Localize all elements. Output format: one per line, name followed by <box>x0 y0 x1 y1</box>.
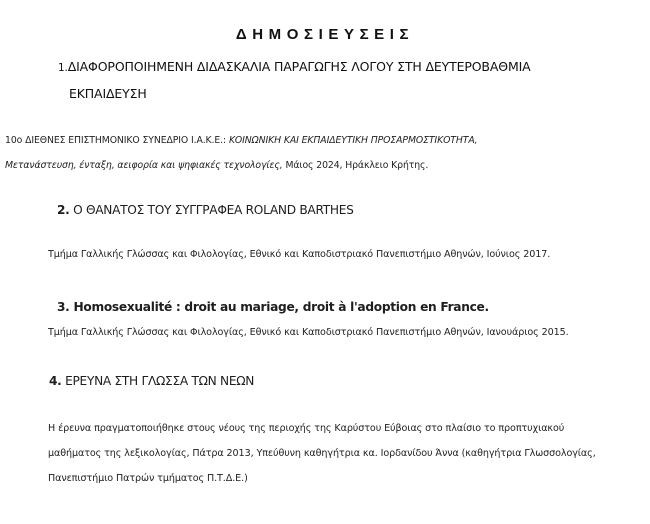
publication-2-title: Ο ΘΑΝΑΤΟΣ ΤΟΥ ΣΥΓΓΡΑΦΕΑ ROLAND BARTHES <box>73 203 354 217</box>
publication-4-title: ΕΡΕΥΝΑ ΣΤΗ ΓΛΩΣΣΑ ΤΩΝ ΝΕΩΝ <box>65 374 255 388</box>
publication-3-number: 3. <box>57 300 70 314</box>
publication-4-number: 4. <box>49 374 62 388</box>
publication-1-heading-line1: ΔΙΑΦΟΡΟΠΟΙΗΜΕΝΗ ΔΙΔΑΣΚΑΛΙΑ ΠΑΡΑΓΩΓΗΣ ΛΟΓΟΥ ΣΤΗ ΔΕΥΤΕΡΟΒΑΘΜΙΑ <box>67 59 531 74</box>
publication-3-detail: Τμήμα Γαλλικής Γλώσσας και Φιλολογίας, Εθνικό και Καποδιστριακό Πανεπιστήμιο Αθηνών, Ιανουάριος 2015. <box>48 327 569 338</box>
publication-4-detail-line2: μαθήματος της λεξικολογίας, Πάτρα 2013, Υπεύθυνη καθηγήτρια κα. Ιορδανίδου Άννα (καθηγήτρια Γλωσσολογίας, <box>48 448 596 459</box>
page-title: ΔΗΜΟΣΙΕΥΣΕΙΣ <box>235 26 415 43</box>
publication-4-detail-line1: Η έρευνα πραγματοποιήθηκε στους νέους της περιοχής της Καρύστου Εύβοιας στο πλαίσιο το προπτυχιακού <box>48 423 565 434</box>
publication-1-date-place: Μάιος 2024, Ηράκλειο Κρήτης. <box>282 160 429 171</box>
publication-4-heading <box>49 374 254 388</box>
publication-1-number: 1. <box>58 62 68 74</box>
publication-3-title: Homosexualité : droit au mariage, droit à l'adoption en France. <box>73 300 489 314</box>
publication-4-detail-line3: Πανεπιστήμιο Πατρών τμήματος Π.Τ.Δ.Ε.) <box>48 473 248 484</box>
publication-1-heading <box>58 59 531 74</box>
publication-1-conference-theme: ΚΟΙΝΩΝΙΚΗ ΚΑΙ ΕΚΠΑΙΔΕΥΤΙΚΗ ΠΡΟΣΑΡΜΟΣΤΙΚΟΤΗΤΑ, <box>228 135 478 146</box>
publication-3-heading <box>57 300 489 314</box>
publication-1-conference-subtitle: Μετανάστευση, ένταξη, αειφορία και ψηφιακές τεχνολογίες, <box>5 160 283 171</box>
publication-1-detail-line1 <box>5 135 477 146</box>
publication-1-heading-line2: ΕΚΠΑΙΔΕΥΣΗ <box>69 86 147 101</box>
publication-2-number: 2. <box>57 203 70 217</box>
publication-1-conference: 10ο ΔΙΕΘΝΕΣ ΕΠΙΣΤΗΜΟΝΙΚΟ ΣΥΝΕΔΡΙΟ Ι.Α.Κ.Ε.: <box>5 135 229 146</box>
publication-2-detail: Τμήμα Γαλλικής Γλώσσας και Φιλολογίας, Εθνικό και Καποδιστριακό Πανεπιστήμιο Αθηνών, Ιούνιος 2017. <box>48 249 551 260</box>
publication-1-detail-line2 <box>5 160 428 171</box>
publication-2-heading <box>57 203 354 217</box>
